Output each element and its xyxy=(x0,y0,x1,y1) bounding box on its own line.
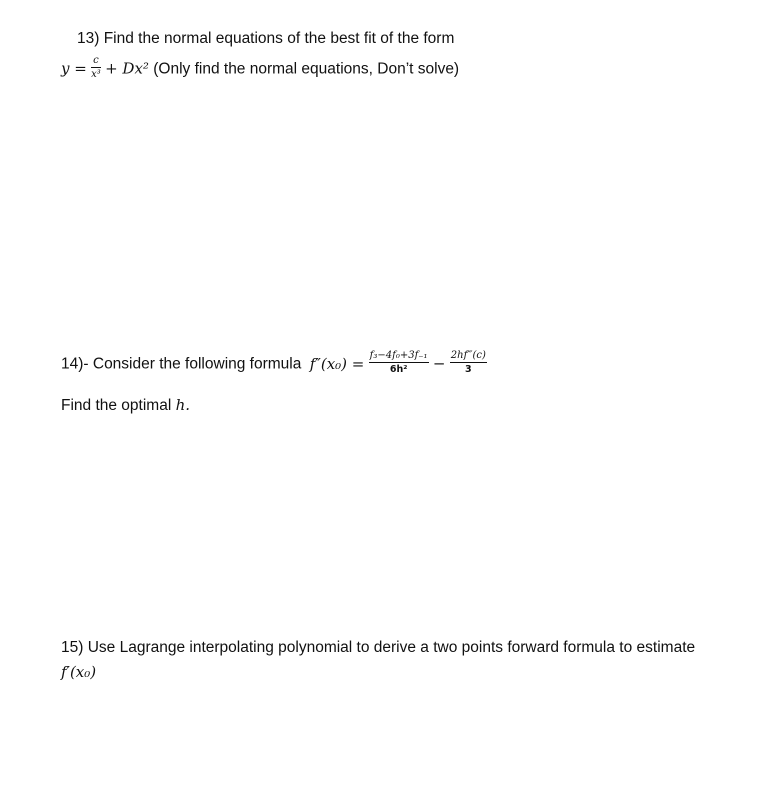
problem-14-statement xyxy=(61,352,487,377)
eq-dx2-term: + Dx² xyxy=(105,59,149,78)
eq-c: c xyxy=(91,55,101,68)
find-optimal-var: h. xyxy=(175,396,191,414)
problem-13-note: (Only find the normal equations, Don’t solve) xyxy=(153,60,460,78)
problem-13-statement: 13) Find the normal equations of the best fit of the form xyxy=(77,30,455,47)
find-optimal-label: Find the optimal xyxy=(61,397,172,414)
fraction-2-numerator: 2hf‴(c) xyxy=(450,350,486,361)
problem-15-statement: 15) Use Lagrange interpolating polynomial to derive a two points forward formula to estimate xyxy=(61,639,696,656)
problem-14-prefix: 14)- Consider the following formula xyxy=(61,355,302,373)
eq-y-lhs: y = xyxy=(61,59,87,78)
formula-lhs: f″(x₀) = xyxy=(309,354,365,373)
problem-13-equation xyxy=(61,57,459,82)
fraction-1-denominator: 6h² xyxy=(389,364,408,375)
eq-c-over-x3 xyxy=(91,55,101,80)
problem-14-question xyxy=(61,395,190,416)
formula-minus: − xyxy=(432,354,446,373)
fraction-2-denominator: 3 xyxy=(465,364,472,375)
problem-15-target: f′(x₀) xyxy=(61,663,97,681)
eq-x3: x³ xyxy=(91,69,101,80)
formula-fraction-1 xyxy=(369,350,429,375)
fraction-1-numerator: f₃−4f₀+3f₋₁ xyxy=(369,350,428,361)
formula-fraction-2 xyxy=(450,350,487,375)
